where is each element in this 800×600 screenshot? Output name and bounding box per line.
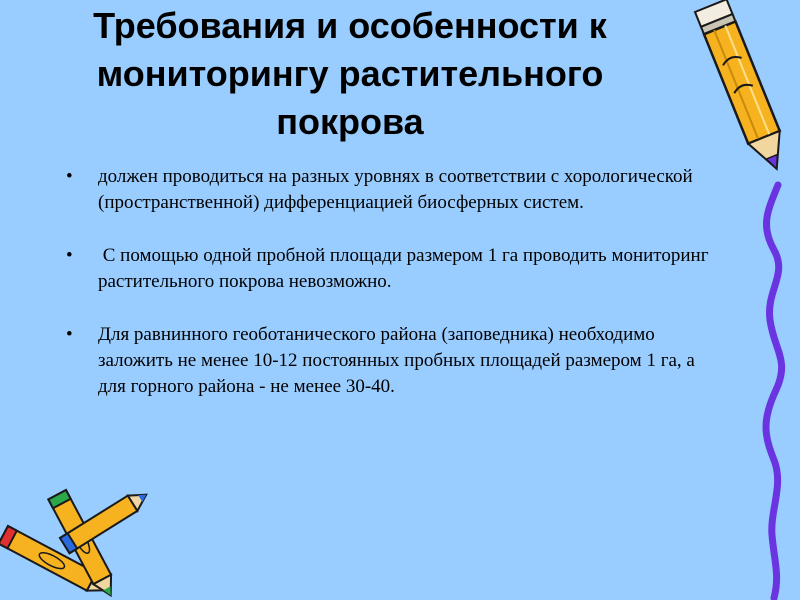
- squiggle-line: [740, 180, 800, 600]
- bullet-dot: •: [66, 166, 73, 187]
- bullet-item: [66, 164, 726, 216]
- bullet-text: должен проводиться на разных уровнях в соответствии с хорологической (пространственной) дифференциацией биосферных систем.: [98, 166, 693, 213]
- title-line-3: покрова: [276, 101, 424, 142]
- bullet-item: [66, 243, 726, 295]
- bullet-text: Для равнинного геоботанического района (заповедника) необходимо заложить не менее 10-12 постоянных пробных площадей размером 1 га, а для горного района - не менее 30-40.: [98, 324, 695, 397]
- bullet-text: С помощью одной пробной площади размером 1 га проводить мониторинг растительного покрова невозможно.: [98, 245, 714, 292]
- pencil-icon: [660, 0, 790, 195]
- crayons-icon: [0, 480, 160, 600]
- bullet-dot: •: [66, 245, 73, 266]
- bullet-item: [66, 322, 726, 400]
- slide-title: [40, 2, 660, 146]
- title-line-1: Требования и особенности к: [93, 5, 607, 46]
- bullet-dot: •: [66, 324, 73, 345]
- title-line-2: мониторингу растительного: [96, 53, 604, 94]
- bullet-list: [66, 164, 726, 400]
